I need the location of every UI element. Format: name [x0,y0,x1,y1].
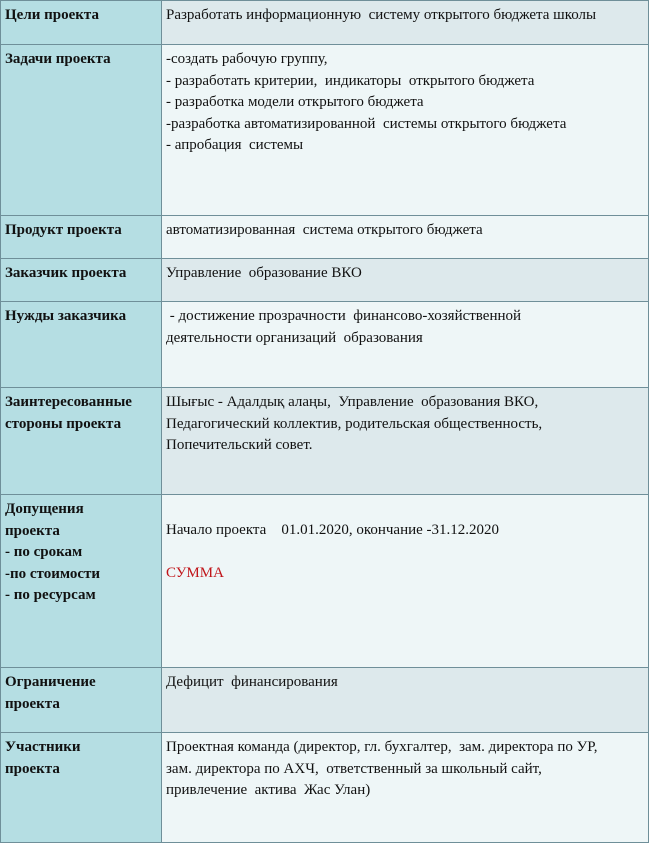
row-value-tasks [162,45,649,216]
value-line: Начало проекта 01.01.2020, окончание -31.12.2020 [166,522,500,538]
row-value-customer [162,259,649,302]
row-label-customer: Заказчик проекта [1,259,162,302]
row-label-product: Продукт проекта [1,216,162,259]
row-value-product [162,216,649,259]
table-row [1,45,649,216]
value-line: Шығыс - Адалдық алаңы, Управление образования ВКО, [166,394,539,410]
row-label-stakeholders: Заинтересованные стороны проекта [1,388,162,495]
row-value-constraints [162,668,649,733]
row-value-assumptions [162,495,649,668]
value-line: -разработка автоматизированной системы открытого бюджета [166,115,567,132]
value-line: Дефицит финансирования [166,674,338,690]
row-label-participants: Участники проекта [1,733,162,843]
value-line: Педагогический коллектив, родительская общественность, [166,415,543,432]
value-line: Разработать информационную систему открытого бюджета школы [166,7,597,23]
value-line: -создать рабочую группу, [166,51,328,67]
row-value-needs [162,302,649,388]
row-label-goals: Цели проекта [1,1,162,45]
row-value-stakeholders [162,388,649,495]
table-row [1,495,649,668]
table-row [1,259,649,302]
value-line: - разработать критерии, индикаторы открытого бюджета [166,72,535,89]
sum-label: СУММА [166,564,224,581]
row-label-assumptions: Допущения проекта - по срокам -по стоимости - по ресурсам [1,495,162,668]
value-line: Проектная команда (директор, гл. бухгалтер, зам. директора по УР, [166,739,598,755]
value-line: - разработка модели открытого бюджета [166,94,424,110]
value-line: автоматизированная система открытого бюджета [166,222,483,238]
table-row [1,302,649,388]
row-value-participants [162,733,649,843]
table-row [1,388,649,495]
value-line: привлечение актива Жас Улан) [166,782,371,798]
row-value-goals [162,1,649,45]
row-label-constraints: Ограничение проекта [1,668,162,733]
table-row [1,1,649,45]
value-line: - достижение прозрачности финансово-хозяйственной [166,308,522,324]
value-line: Попечительский совет. [166,437,313,453]
value-line: - апробация системы [166,137,304,153]
row-label-needs: Нужды заказчика [1,302,162,388]
value-line: деятельности организаций образования [166,329,423,346]
row-label-tasks: Задачи проекта [1,45,162,216]
table-row [1,733,649,843]
table-row [1,216,649,259]
table-row [1,668,649,733]
value-line: зам. директора по АХЧ, ответственный за школьный сайт, [166,760,542,777]
value-line: Управление образование ВКО [166,265,362,281]
